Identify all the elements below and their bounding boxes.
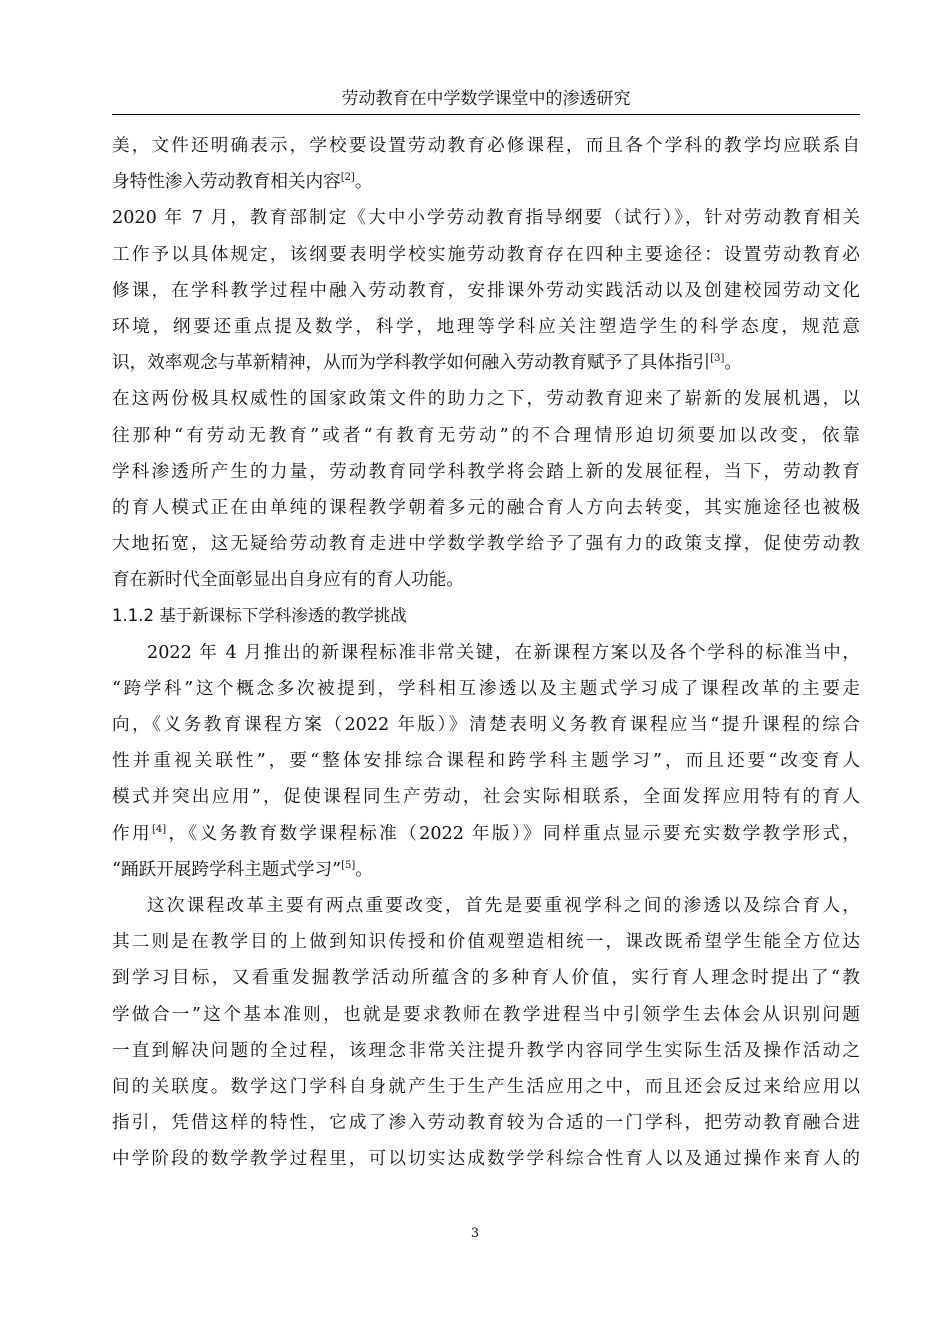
line-text: 在这两份极具权威性的国家政策文件的助力之下，劳动教育迎来了崭新的发展机遇，以: [112, 389, 860, 410]
line-text: 性并重视关联性”，要“整体安排综合课程和跨学科主题学习”，而且还要“改变育人: [112, 751, 860, 772]
line-text: 1.1.2 基于新课标下学科渗透的教学挑战: [112, 606, 407, 626]
line-text: 环境，纲要还重点提及数学，科学，地理等学科应关注塑造学生的科学态度，规范意: [112, 316, 860, 337]
text-line: [112, 1141, 860, 1177]
document-body: [112, 128, 860, 1177]
line-text: 大地拓宽，这无疑给劳动教育走进中学数学教学给予了强有力的政策支撑，促使劳动教: [112, 534, 860, 555]
line-text: 育在新时代全面彰显出自身应有的育人功能。: [112, 570, 464, 591]
text-line: [112, 273, 860, 309]
line-text: 2020 年 7 月，教育部制定《大中小学劳动教育指导纲要（试行）》，针对劳动教育相关: [112, 208, 860, 229]
text-line: [112, 454, 860, 490]
line-text: 这次课程改革主要有两点重要改变，首先是要重视学科之间的渗透以及综合育人，: [147, 895, 860, 916]
text-line: [112, 888, 860, 924]
citation-marker: [4]: [151, 823, 167, 835]
line-text: 间的关联度。数学这门学科自身就产生于生产生活应用之中，而且还会反过来给应用以: [112, 1076, 860, 1097]
line-text: 的育人模式正在由单纯的课程教学朝着多元的融合育人方向去转变，其实施途径也被极: [112, 497, 860, 518]
text-line: [112, 635, 860, 671]
line-text: 指引，凭借这样的特性，它成了渗入劳动教育较为合适的一门学科，把劳动教育融合进: [112, 1113, 860, 1134]
text-line: [112, 707, 860, 743]
text-line: [112, 779, 860, 815]
line-text: 学做合一”这个基本准则，也就是要求教师在教学进程当中引领学生去体会从识别问题: [112, 1004, 860, 1025]
line-text-tail: 。: [354, 172, 373, 193]
text-line: [112, 743, 860, 779]
text-line: [112, 526, 860, 562]
text-line: [112, 237, 860, 273]
line-text: 修课，在学科教学过程中融入劳动教育，安排课外劳动实践活动以及创建校园劳动文化: [112, 280, 860, 301]
line-text: 其二则是在教学目的上做到知识传授和价值观塑造相统一，课改既希望学生能全方位达: [112, 932, 860, 953]
line-text-tail: 。: [355, 859, 373, 880]
line-text: 模式并突出应用”，促使课程同生产劳动，社会实际相联系，全面发挥应用特有的育人: [112, 787, 860, 808]
line-text: 作用: [112, 823, 152, 844]
line-text: “踊跃开展跨学科主题式学习”: [112, 859, 342, 880]
citation-marker: [3]: [710, 353, 725, 365]
text-line: [112, 345, 860, 381]
section-heading: [112, 598, 860, 634]
text-line: [112, 816, 860, 852]
line-text: 往那种“有劳动无教育”或者“有教育无劳动”的不合理情形迫切须要加以改变，依靠: [112, 425, 860, 446]
text-line: [112, 1105, 860, 1141]
text-line: [112, 1033, 860, 1069]
text-line: [112, 562, 860, 598]
line-text: 到学习目标，又看重发掘教学活动所蕴含的多种育人价值，实行育人理念时提出了“教: [112, 968, 860, 989]
text-line: [112, 960, 860, 996]
line-text: 中学阶段的数学教学过程里，可以切实达成数学学科综合性育人以及通过操作来育人的: [112, 1149, 860, 1170]
header-divider: [112, 114, 860, 115]
text-line: [112, 200, 860, 236]
text-line: [112, 924, 860, 960]
line-text: 工作予以具体规定，该纲要表明学校实施劳动教育存在四种主要途径：设置劳动教育必: [112, 244, 860, 265]
page-header-title: 劳动教育在中学数学课堂中的渗透研究: [341, 89, 631, 109]
line-text: 识，效率观念与革新精神，从而为学科教学如何融入劳动教育赋予了具体指引: [112, 353, 711, 374]
text-line: [112, 1069, 860, 1105]
text-line: [112, 997, 860, 1033]
text-line: [112, 164, 860, 200]
line-text: 向，《义务教育课程方案（2022 年版）》清楚表明义务教育课程应当“提升课程的综合: [112, 715, 860, 735]
line-text-tail: 。: [724, 353, 742, 374]
line-text: 身特性渗入劳动教育相关内容: [112, 172, 341, 193]
citation-marker: [2]: [340, 172, 355, 184]
line-text: 学科渗透所产生的力量，劳动教育同学科教学将会踏上新的发展征程，当下，劳动教育: [112, 461, 860, 482]
citation-marker: [5]: [341, 859, 356, 871]
text-line: [112, 490, 860, 526]
page-number: 3: [470, 1226, 480, 1241]
line-text: 美，文件还明确表示，学校要设置劳动教育必修课程，而且各个学科的教学均应联系自: [112, 136, 860, 156]
text-line: [112, 852, 860, 888]
line-text: 2022 年 4 月推出的新课程标准非常关键，在新课程方案以及各个学科的标准当中，: [147, 642, 860, 663]
line-text-tail: ，《义务教育数学课程标准（2022 年版）》同样重点显示要充实数学教学形式，: [166, 823, 860, 844]
text-line: [112, 128, 860, 164]
line-text: “跨学科”这个概念多次被提到，学科相互渗透以及主题式学习成了课程改革的主要走: [112, 678, 860, 699]
text-line: [112, 418, 860, 454]
text-line: [112, 309, 860, 345]
text-line: [112, 381, 860, 417]
text-line: [112, 671, 860, 707]
line-text: 一直到解决问题的全过程，该理念非常关注提升教学内容同学生实际生活及操作活动之: [112, 1040, 860, 1061]
